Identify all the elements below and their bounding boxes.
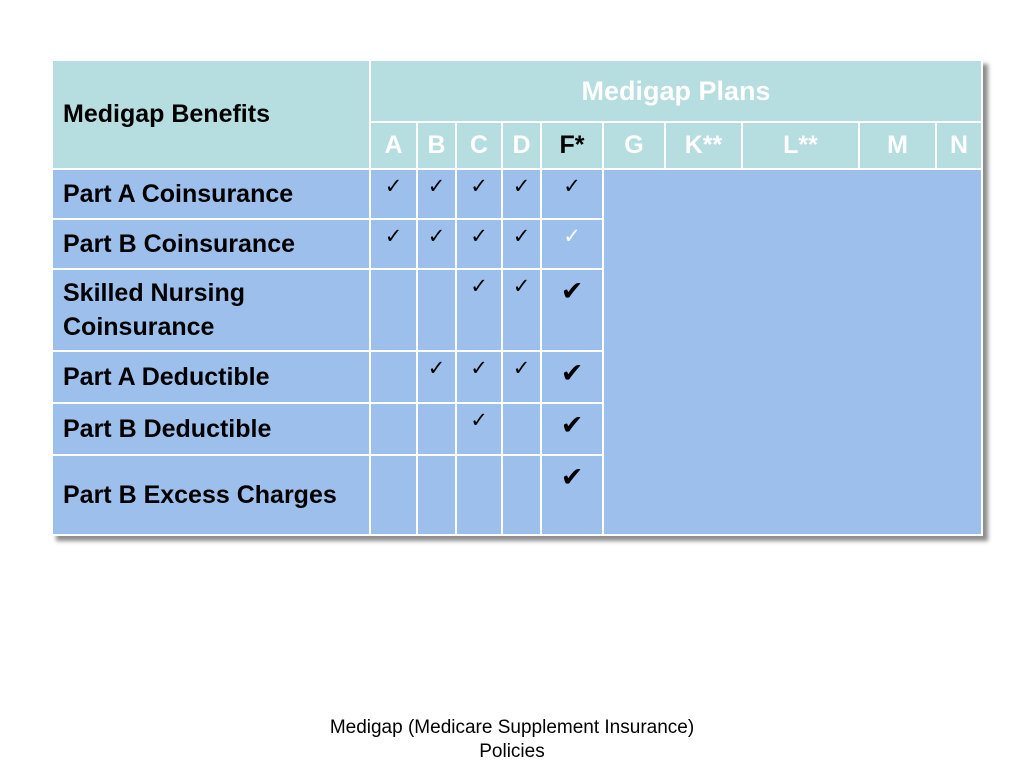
check-icon — [502, 455, 541, 535]
row-label-part-a-deductible: Part A Deductible — [52, 351, 370, 403]
check-icon: ✓ — [502, 269, 541, 351]
plan-header-c: C — [456, 122, 502, 169]
plan-header-n: N — [936, 122, 982, 169]
plan-header-a: A — [370, 122, 417, 169]
plan-header-b: B — [417, 122, 456, 169]
check-icon: ✓ — [541, 219, 603, 269]
check-icon: ✓ — [456, 403, 502, 455]
check-icon — [370, 351, 417, 403]
plan-header-l: L** — [742, 122, 859, 169]
check-icon: ✓ — [502, 351, 541, 403]
check-icon — [370, 455, 417, 535]
check-icon: ✔ — [541, 455, 603, 535]
check-icon: ✓ — [370, 169, 417, 219]
check-icon: ✓ — [456, 269, 502, 351]
check-icon: ✔ — [541, 269, 603, 351]
row-label-part-b-deductible: Part B Deductible — [52, 403, 370, 455]
row-label-part-b-excess-charges: Part B Excess Charges — [52, 455, 370, 535]
benefits-header: Medigap Benefits — [52, 60, 370, 169]
footer-line-1: Medigap (Medicare Supplement Insurance) — [329, 717, 695, 738]
check-icon: ✓ — [502, 219, 541, 269]
check-icon: ✓ — [417, 219, 456, 269]
plan-header-m: M — [859, 122, 936, 169]
row-label-part-b-coinsurance: Part B Coinsurance — [52, 219, 370, 269]
check-icon: ✓ — [456, 351, 502, 403]
check-icon — [370, 403, 417, 455]
check-icon: ✓ — [502, 169, 541, 219]
check-icon — [417, 403, 456, 455]
table-row — [52, 169, 982, 219]
check-icon: ✓ — [370, 219, 417, 269]
check-icon: ✓ — [456, 219, 502, 269]
check-icon: ✓ — [417, 169, 456, 219]
check-icon: ✓ — [456, 169, 502, 219]
check-icon — [456, 455, 502, 535]
footer-line-2: Policies — [479, 741, 545, 762]
check-icon — [417, 455, 456, 535]
plan-header-g: G — [603, 122, 665, 169]
slide-footer — [262, 716, 762, 764]
row-label-part-a-coinsurance: Part A Coinsurance — [52, 169, 370, 219]
plans-g-n-merged-area — [603, 169, 982, 535]
plan-header-k: K** — [665, 122, 742, 169]
medigap-benefits-table — [51, 59, 983, 536]
plan-header-d: D — [502, 122, 541, 169]
check-icon — [370, 269, 417, 351]
check-icon: ✓ — [417, 351, 456, 403]
check-icon: ✔ — [541, 351, 603, 403]
check-icon: ✓ — [541, 169, 603, 219]
check-icon — [417, 269, 456, 351]
check-icon: ✔ — [541, 403, 603, 455]
plan-header-f: F* — [541, 122, 603, 169]
check-icon — [502, 403, 541, 455]
plans-header: Medigap Plans — [370, 60, 982, 122]
row-label-skilled-nursing-coinsurance: Skilled Nursing Coinsurance — [52, 269, 370, 351]
